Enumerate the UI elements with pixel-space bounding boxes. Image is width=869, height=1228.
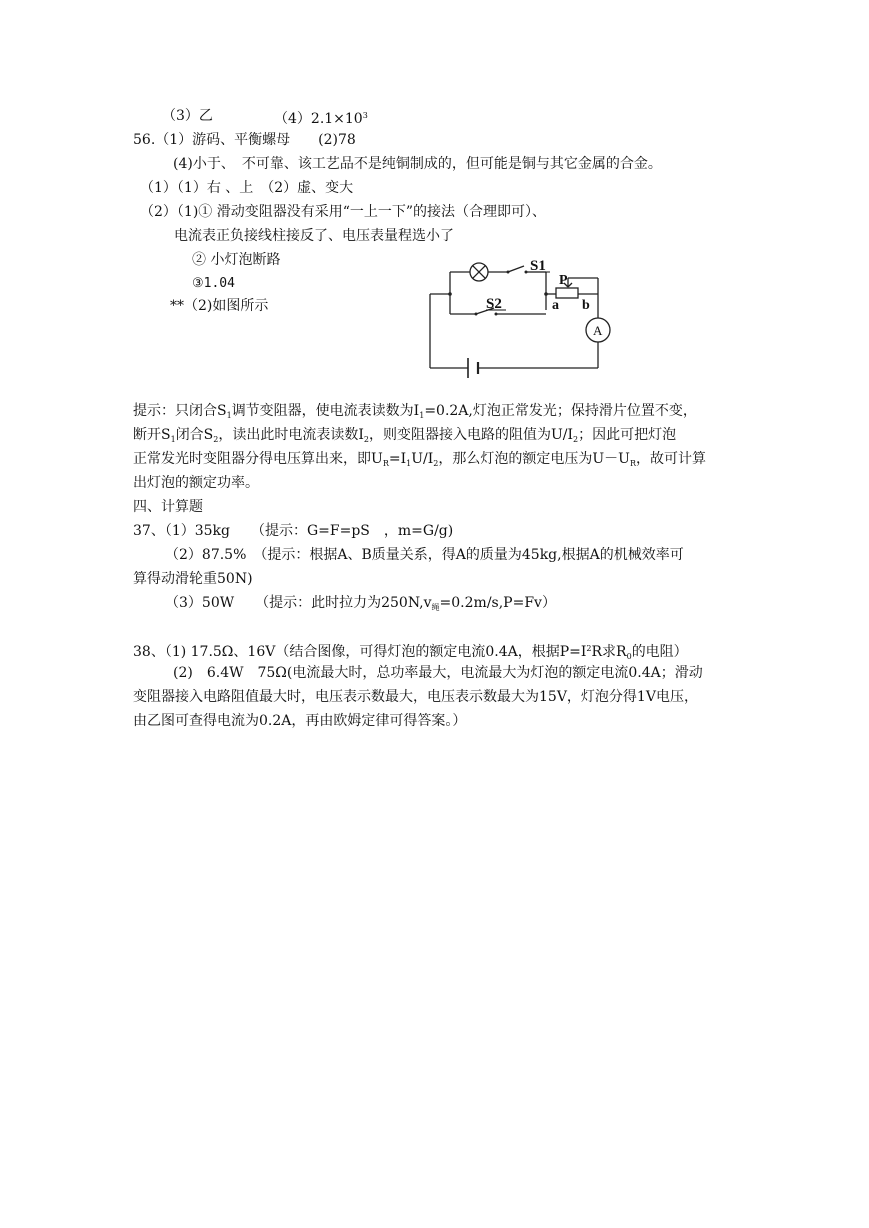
answer-line-circuit-3: ③1.04 [192, 276, 235, 291]
answer-value-text: （4）2.1×10 [274, 111, 363, 127]
hint-text: 提示：只闭合S [133, 403, 227, 419]
subscript: 1 [226, 411, 232, 420]
hint-text: ，那么灯泡的额定电压为U－U [438, 451, 630, 467]
subscript: 1 [170, 435, 176, 444]
hint-text: 正常发光时变阻器分得电压算出来，即U [133, 451, 383, 467]
subscript: 1 [419, 411, 425, 420]
label-s1: S1 [530, 258, 546, 274]
hint-text: ，故可计算 [635, 451, 706, 467]
junction-left [448, 292, 452, 296]
label-s2: S2 [486, 296, 502, 312]
q38-line-3: 变阻器接入电路阻值最大时，电压表示数最大，电压表示数最大为15V，灯泡分得1V电压， [133, 689, 698, 705]
hint-text: ；因此可把灯泡 [578, 427, 677, 443]
subscript: 0 [626, 652, 632, 661]
subscript: R [629, 459, 636, 468]
subscript: 1 [406, 459, 412, 468]
answer-line-4-value [274, 106, 368, 129]
subscript: 2 [573, 435, 579, 444]
answer-line-56-4: (4)小于、 不可靠、该工艺品不是纯铜制成的，但可能是铜与其它金属的合金。 [173, 156, 662, 172]
q37-line-3: 算得动滑轮重50N) [133, 571, 253, 587]
subscript: 2 [363, 435, 369, 444]
hint-text: =0.2A,灯泡正常发光；保持滑片位置不变， [424, 403, 697, 419]
junction-right [544, 292, 548, 296]
hint-line-4: 出灯泡的额定功率。 [133, 475, 259, 491]
q37-text: =0.2m/s,P=Fv） [439, 595, 556, 611]
subscript: R [382, 459, 389, 468]
subscript: 2 [433, 459, 439, 468]
hint-text: 调节变阻器，使电流表读数为I [231, 403, 420, 419]
hint-text: =I [388, 451, 407, 467]
answer-line-3-yi: （3）乙 [162, 108, 213, 124]
superscript: 2 [586, 644, 592, 653]
answer-line-optics: （1）（1）右 、上 （2）虚、变大 [140, 180, 354, 196]
q38-text: 的电阻） [631, 644, 688, 660]
hint-line-1 [133, 401, 697, 426]
answer-line-figure-note: **（2)如图所示 [170, 298, 269, 314]
hint-line-3 [133, 449, 706, 474]
q38-text: 38、（1) 17.5Ω、16V（结合图像，可得灯泡的额定电流0.4A，根据P=I [133, 644, 587, 660]
exponent: 3 [362, 111, 368, 120]
q38-line-4: 由乙图可查得电流为0.2A，再由欧姆定律可得答案。） [133, 713, 467, 729]
hint-text: U/I [411, 451, 434, 467]
switch-s1-contact-b [525, 271, 528, 274]
rheostat-body [556, 288, 578, 298]
hint-line-2 [133, 425, 676, 450]
switch-s2-contact-a [475, 313, 478, 316]
hint-text: ，读出此时电流表读数I [218, 427, 364, 443]
q37-text: （3）50W （提示：此时拉力为250N,v [165, 595, 432, 611]
label-a: a [552, 298, 559, 313]
q37-line-1: 37、（1）35kg （提示：G=F=pS ，m=G/g) [133, 523, 454, 539]
answer-line-circuit-2: ② 小灯泡断路 [192, 252, 281, 268]
subscript: 绳 [431, 603, 440, 612]
switch-s1-blade [508, 266, 524, 272]
label-b: b [582, 298, 590, 313]
answer-line-circuit-1: （2）（1)① 滑动变阻器没有采用“一上一下”的接法（合理即可）、 [140, 204, 547, 220]
switch-s2-contact-b [495, 313, 498, 316]
switch-s1-contact-a [507, 271, 510, 274]
q37-line-4 [165, 593, 556, 618]
answer-line-circuit-1b: 电流表正负接线柱接反了、电压表量程选小了 [174, 228, 454, 244]
section-heading: 四、计算题 [133, 499, 203, 515]
q38-line-2: (2) 6.4W 75Ω(电流最大时，总功率最大，电流最大为灯泡的额定电流0.4A；滑动 [173, 665, 703, 681]
q37-line-2: （2）87.5% （提示：根据A、B质量关系，得A的质量为45kg,根据A的机械效率可 [165, 547, 684, 563]
subscript: 2 [213, 435, 219, 444]
hint-text: 闭合S [175, 427, 214, 443]
hint-text: 断开S [133, 427, 171, 443]
label-p: P [559, 273, 568, 288]
ammeter-label: A [593, 323, 603, 338]
circuit-diagram [420, 250, 620, 380]
q38-text: R求R [591, 644, 627, 660]
answer-line-56: 56.（1）游码、平衡螺母 (2)78 [133, 132, 356, 148]
hint-text: ，则变阻器接入电路的阻值为U/I [369, 427, 574, 443]
